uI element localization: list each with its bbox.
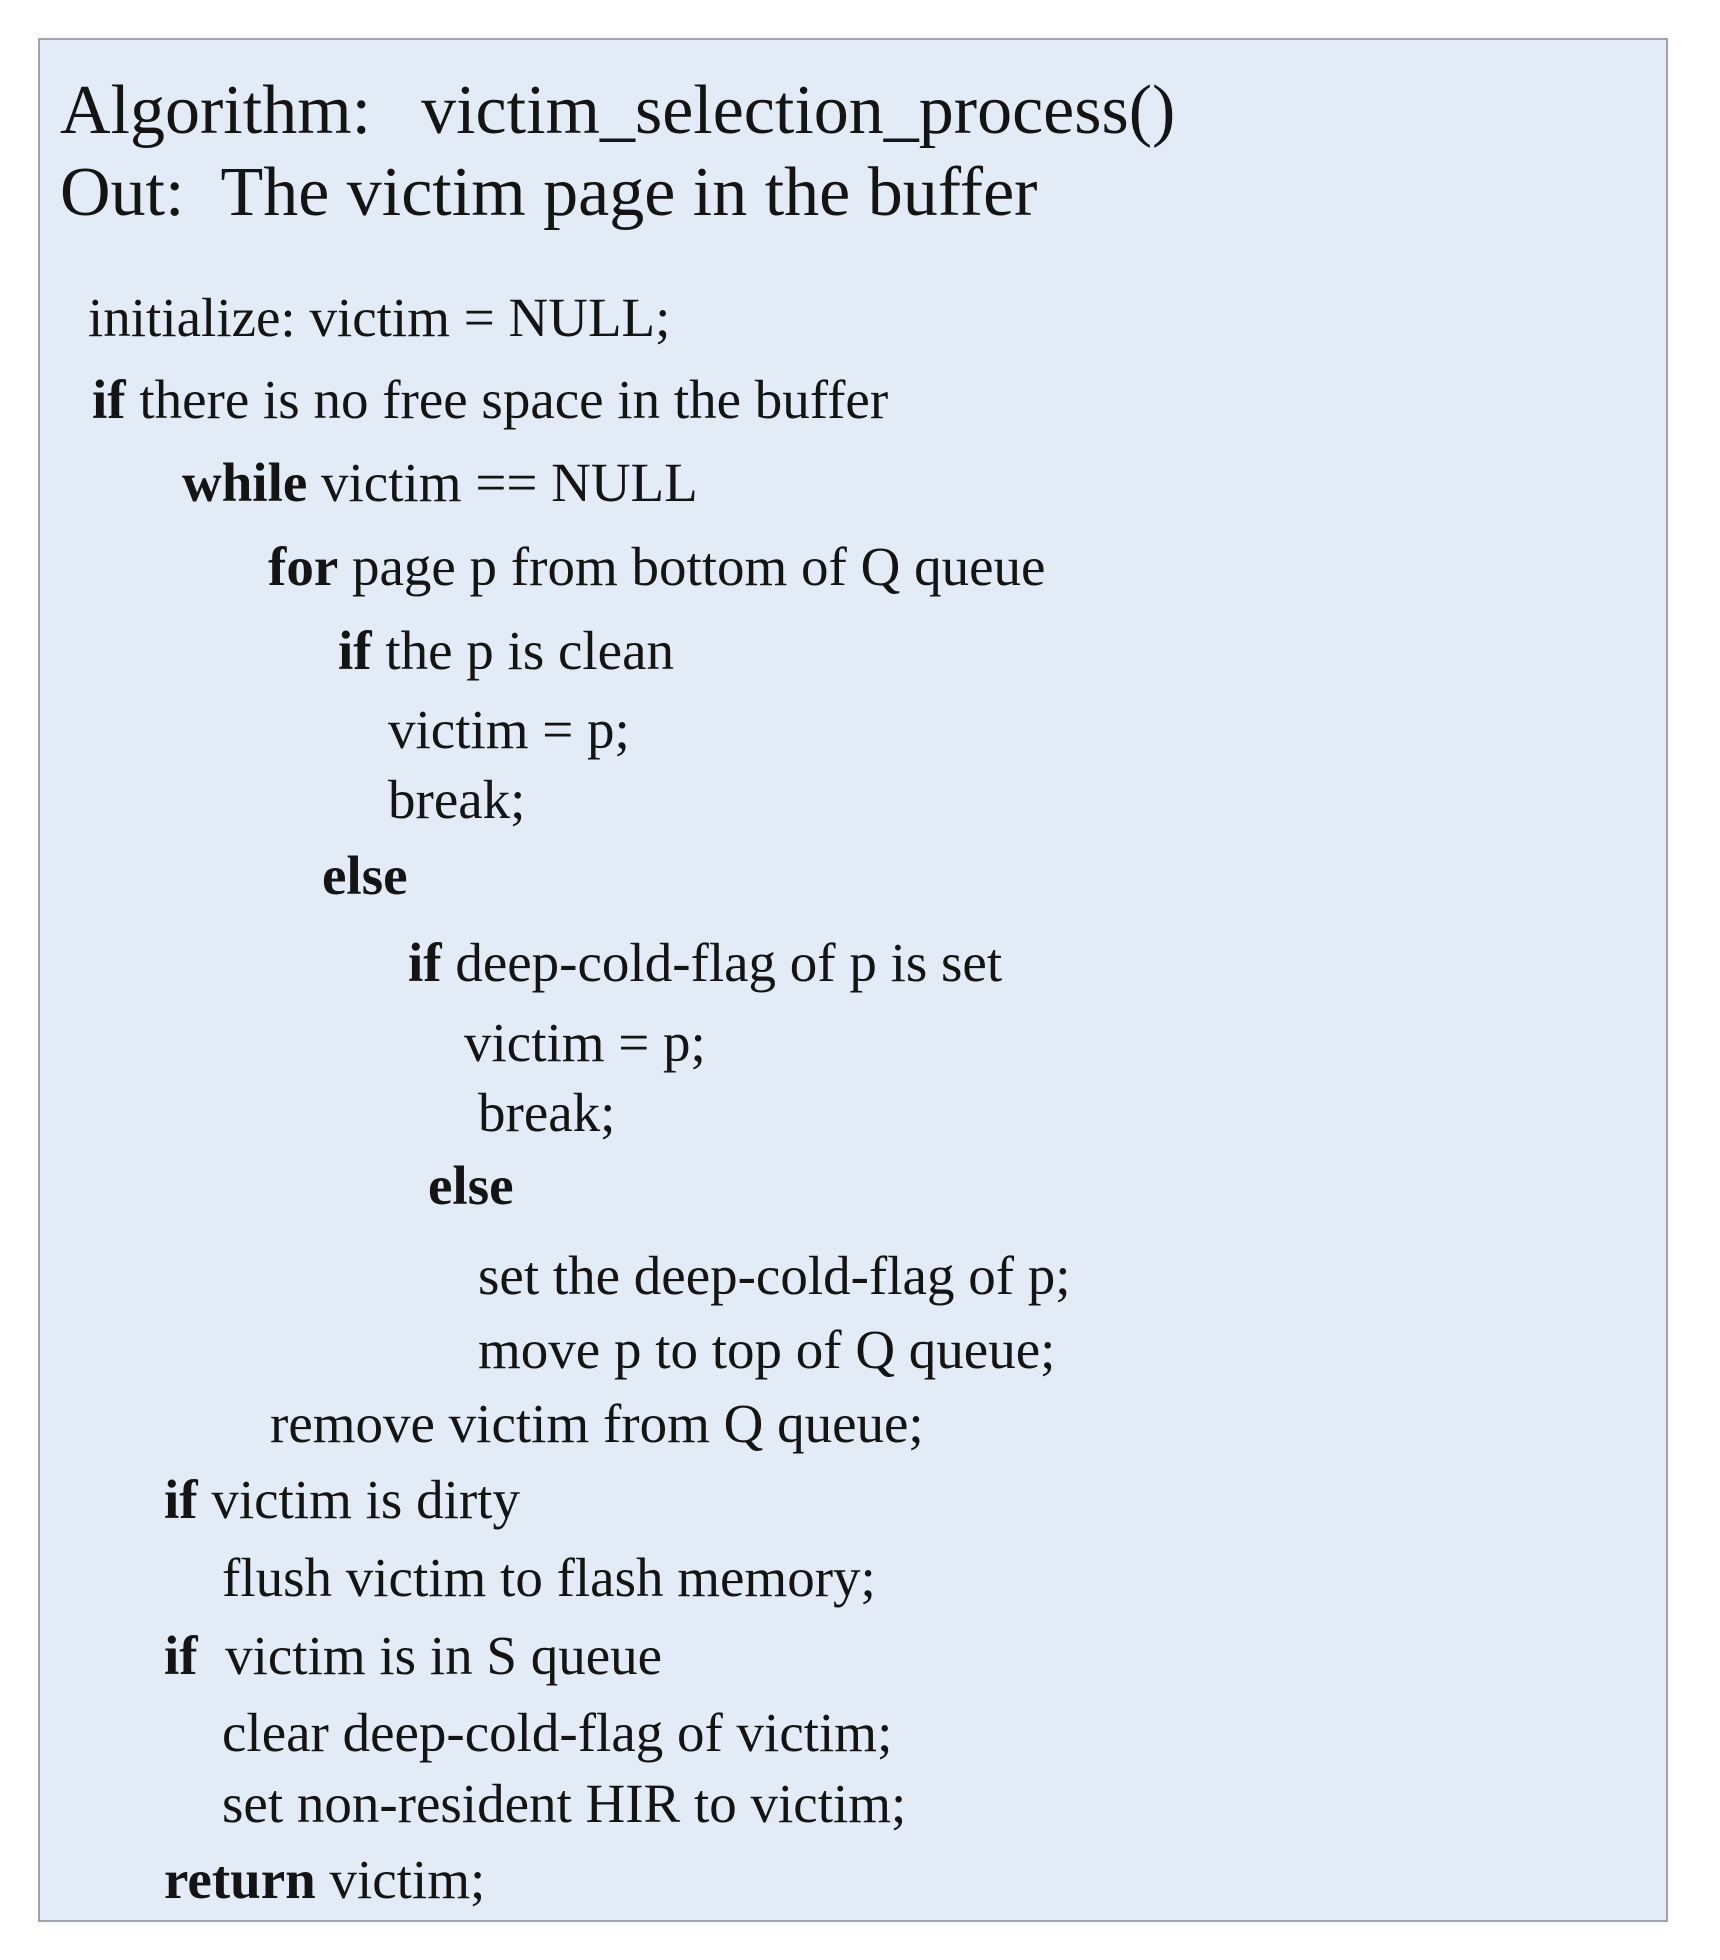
algorithm-title-line <box>60 72 1176 149</box>
code-line <box>322 845 408 906</box>
code-line <box>222 1773 907 1834</box>
code-line <box>164 1625 663 1686</box>
code-line <box>92 369 889 430</box>
code-line <box>478 1082 616 1143</box>
code-text: there is no free space in the buffer <box>125 369 889 430</box>
algorithm-output-line <box>60 154 1038 231</box>
algorithm-box <box>38 38 1668 1922</box>
code-line <box>222 1547 876 1608</box>
code-text: flush victim to flash memory; <box>222 1547 876 1608</box>
code-line <box>408 932 1003 993</box>
code-line <box>164 1849 486 1910</box>
code-text: victim; <box>315 1849 486 1910</box>
code-keyword: return <box>164 1849 316 1910</box>
code-keyword: if <box>164 1625 198 1686</box>
code-line <box>464 1012 706 1073</box>
code-keyword: while <box>182 452 308 513</box>
code-text: deep-cold-flag of p is set <box>441 932 1003 993</box>
code-keyword: if <box>92 369 126 430</box>
code-line <box>164 1469 520 1530</box>
code-text: victim = p; <box>464 1012 706 1073</box>
code-text: initialize: victim = NULL; <box>88 287 671 348</box>
code-keyword: for <box>268 536 339 597</box>
out-label: Out: <box>60 154 185 231</box>
code-text: clear deep-cold-flag of victim; <box>222 1702 893 1763</box>
code-text: victim == NULL <box>307 452 698 513</box>
code-line <box>338 620 675 681</box>
code-text: move p to top of Q queue; <box>478 1319 1056 1380</box>
code-line <box>88 287 671 348</box>
code-line <box>182 452 698 513</box>
code-line <box>268 536 1046 597</box>
code-line <box>478 1319 1056 1380</box>
code-text: remove victim from Q queue; <box>270 1393 924 1454</box>
code-line <box>388 699 630 760</box>
code-text: set non-resident HIR to victim; <box>222 1773 907 1834</box>
code-text: the p is clean <box>371 620 675 681</box>
code-line <box>478 1245 1071 1306</box>
code-keyword: if <box>164 1469 198 1530</box>
code-line <box>270 1393 924 1454</box>
code-text: page p from bottom of Q queue <box>338 536 1046 597</box>
algorithm-name: victim_selection_process() <box>421 72 1176 149</box>
code-text: set the deep-cold-flag of p; <box>478 1245 1071 1306</box>
code-text: victim = p; <box>388 699 630 760</box>
code-line <box>428 1155 514 1216</box>
code-keyword: if <box>338 620 372 681</box>
code-keyword: if <box>408 932 442 993</box>
code-keyword: else <box>428 1155 514 1216</box>
code-text: break; <box>478 1082 616 1143</box>
code-text: victim is in S queue <box>197 1625 663 1686</box>
code-keyword: else <box>322 845 408 906</box>
code-text: break; <box>388 769 526 830</box>
code-line <box>222 1702 893 1763</box>
code-line <box>388 769 526 830</box>
algorithm-label: Algorithm: <box>60 72 372 149</box>
code-text: victim is dirty <box>197 1469 520 1530</box>
out-text: The victim page in the buffer <box>220 154 1038 231</box>
